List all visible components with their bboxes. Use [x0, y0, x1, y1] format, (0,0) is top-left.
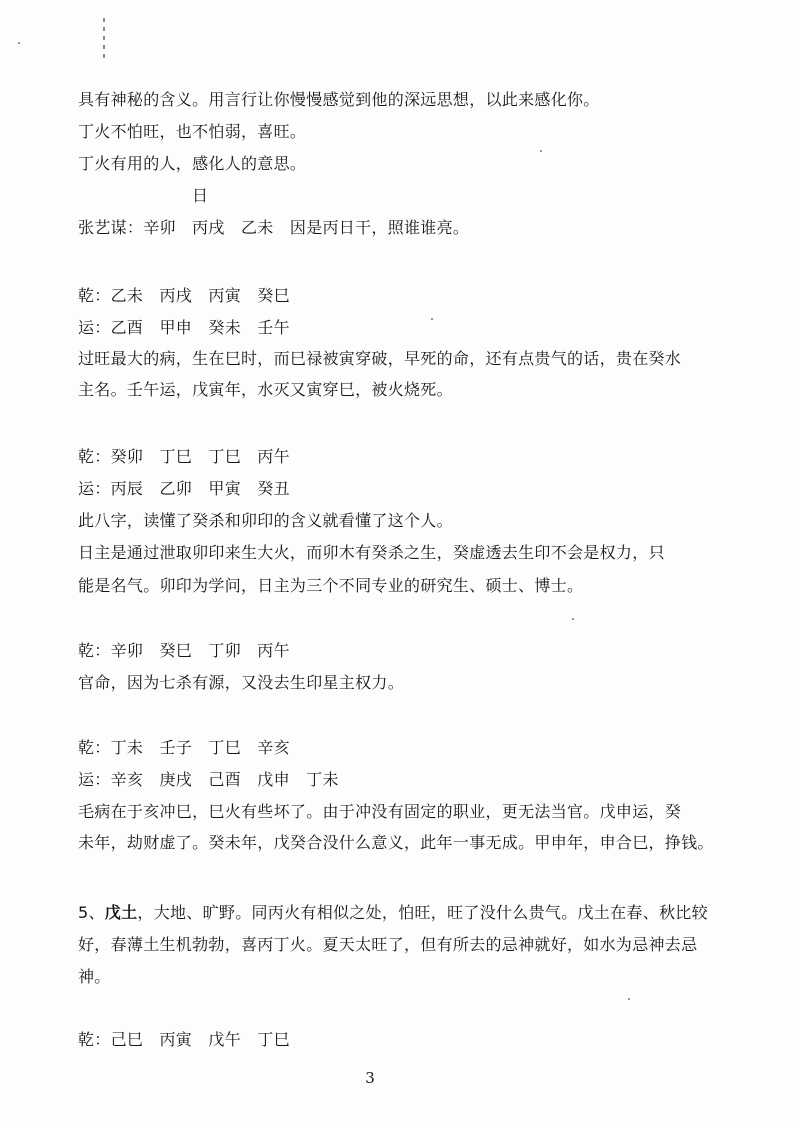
scan-speck: [18, 42, 20, 44]
chart-line: 乾：乙未 丙戌 丙寅 癸巳: [78, 286, 290, 305]
text-line: 官命，因为七杀有源，又没去生印星主权力。: [78, 673, 405, 692]
text-line: 过旺最大的病，生在巳时，而巳禄被寅穿破，早死的命，还有点贵气的话，贵在癸水: [78, 349, 682, 368]
text-line: 丁火不怕旺，也不怕弱，喜旺。: [78, 122, 307, 141]
text-line: 好，春薄土生机勃勃，喜丙丁火。夏天太旺了，但有所去的忌神就好，如水为忌神去忌: [78, 935, 698, 954]
text-line: 丁火有用的人，感化人的意思。: [78, 154, 307, 173]
chart-line: 乾：丁未 壬子 丁巳 辛亥: [78, 738, 290, 757]
text-line: 日主是通过泄取卯印来生大火，而卯木有癸杀之生，癸虚透去生印不会是权力，只: [78, 543, 665, 562]
text-line: 具有神秘的含义。用言行让你慢慢感觉到他的深远思想，以此来感化你。: [78, 90, 600, 109]
section-text: ，大地、旷野。同丙火有相似之处，怕旺，旺了没什么贵气。戊土在春、秋比较: [137, 903, 708, 922]
text-line: 主名。壬午运，戊寅年，水灭又寅穿巳，被火烧死。: [78, 380, 453, 399]
text-line: 能是名气。卯印为学问，日主为三个不同专业的研究生、硕士、博士。: [78, 576, 584, 595]
luck-line: 运：辛亥 庚戌 己酉 戊申 丁未: [78, 770, 339, 789]
luck-line: 运：乙酉 甲申 癸未 壬午: [78, 318, 290, 337]
text-line: 日: [192, 186, 209, 205]
text-line: 毛病在于亥冲巳，巳火有些坏了。由于冲没有固定的职业，更无法当官。戊申运，癸: [78, 802, 682, 821]
chart-line: 乾：癸卯 丁巳 丁巳 丙午: [78, 447, 290, 466]
scan-speck: [540, 150, 542, 152]
scan-speck: [628, 998, 630, 1000]
page-number: 3: [365, 1069, 375, 1087]
text-line: 未年，劫财虚了。癸未年，戊癸合没什么意义，此年一事无成。甲申年，申合巳，挣钱。: [78, 833, 714, 852]
luck-line: 运：丙辰 乙卯 甲寅 癸丑: [78, 479, 290, 498]
text-line: 此八字，读懂了癸杀和卯印的含义就看懂了这个人。: [78, 511, 453, 530]
binding-mark: [103, 18, 105, 58]
scan-speck: [431, 318, 433, 320]
text-line: 张艺谋：辛卯 丙戌 乙未 因是丙日干，照谁谁亮。: [78, 218, 470, 237]
section-number: 5、: [78, 903, 105, 922]
text-line: 神。: [78, 967, 111, 986]
section-heading: 戊土: [104, 903, 138, 922]
scan-speck: [572, 618, 574, 620]
section-line: [78, 903, 708, 923]
chart-line: 乾：己巳 丙寅 戊午 丁巳: [78, 1030, 290, 1049]
chart-line: 乾：辛卯 癸巳 丁卯 丙午: [78, 641, 290, 660]
